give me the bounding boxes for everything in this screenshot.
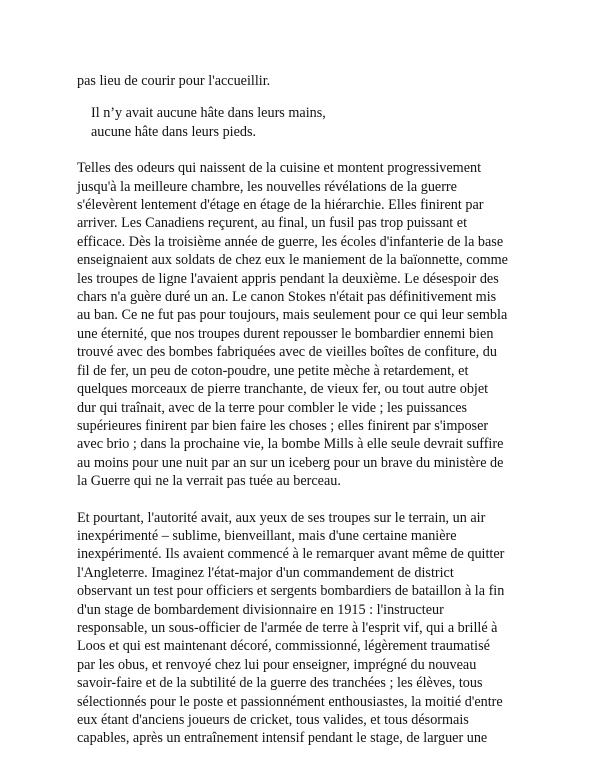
document-page — [77, 72, 529, 748]
continuation-line: pas lieu de courir pour l'accueillir. — [77, 73, 271, 89]
verse-quote: Il n’y avait aucune hâte dans leurs mains, aucune hâte dans leurs pieds. — [91, 105, 326, 140]
paragraph-2: Et pourtant, l'autorité avait, aux yeux de ses troupes sur le terrain, un air inexpérimenté – sublime, bienveillant, mais d'une certaine manière inexpérimenté. Ils avaient commencé à le remarquer avant même de quitter l'Angleterre. Imaginez l'état-major d'un commandement de district observant un test pour officiers et sergents bombardiers de bataillon à la fin d'un stage de bombardement divisionnaire en 1915 : l'instructeur responsable, un sous-officier de l'armée de terre à l'esprit vif, qui a brillé à Loos et qui est maintenant décoré, commissionné, légèrement traumatisé par les obus, et renvoyé chez lui pour enseigner, imprégné du nouveau savoir-faire et de la subtilité de la guerre des tranchées ; les élèves, tous sélectionnés pour le poste et passionnément enthousiastes, la moitié d'entre eux étant d'anciens joueurs de cricket, tous valides, et tous désormais capables, après un entraînement intensif pendant le stage, de larguer une — [77, 509, 505, 747]
paragraph-1: Telles des odeurs qui naissent de la cuisine et montent progressivement jusqu'à la meilleure chambre, les nouvelles révélations de la guerre s'élevèrent lentement d'étage en étage de la hiérarchie. Elles finirent par arriver. Les Canadiens reçurent, au final, un fusil pas trop puissant et efficace. Dès la troisième année de guerre, les écoles d'infanterie de la base enseignaient aux soldats de chez eux le maniement de la baïonnette, comme les troupes de ligne l'avaient appris pendant la deuxième. Le désespoir des chars n'a guère duré un an. Le canon Stokes n'était pas définitivement mis au ban. Ce ne fut pas pour toujours, mais seulement pour ce qui leur sembla une éternité, que nos troupes durent repousser le bombardier ennemi bien trouvé avec des bombes fabriquées avec de vieilles boîtes de confiture, du fil de fer, un peu de coton-poudre, une petite mèche à retardement, et quelques morceaux de pierre tranchante, de vieux fer, ou tout autre objet dur qui traînait, avec de la terre pour combler le vide ; les puissances supérieures finirent par bien faire les choses ; elles finirent par s'imposer avec brio ; dans la prochaine vie, la bombe Mills à elle seule devrait suffire au moins pour une nuit par an sur un iceberg pour un brave du ministère de la Guerre qui ne la verrait pas tuée au berceau. — [77, 160, 508, 490]
